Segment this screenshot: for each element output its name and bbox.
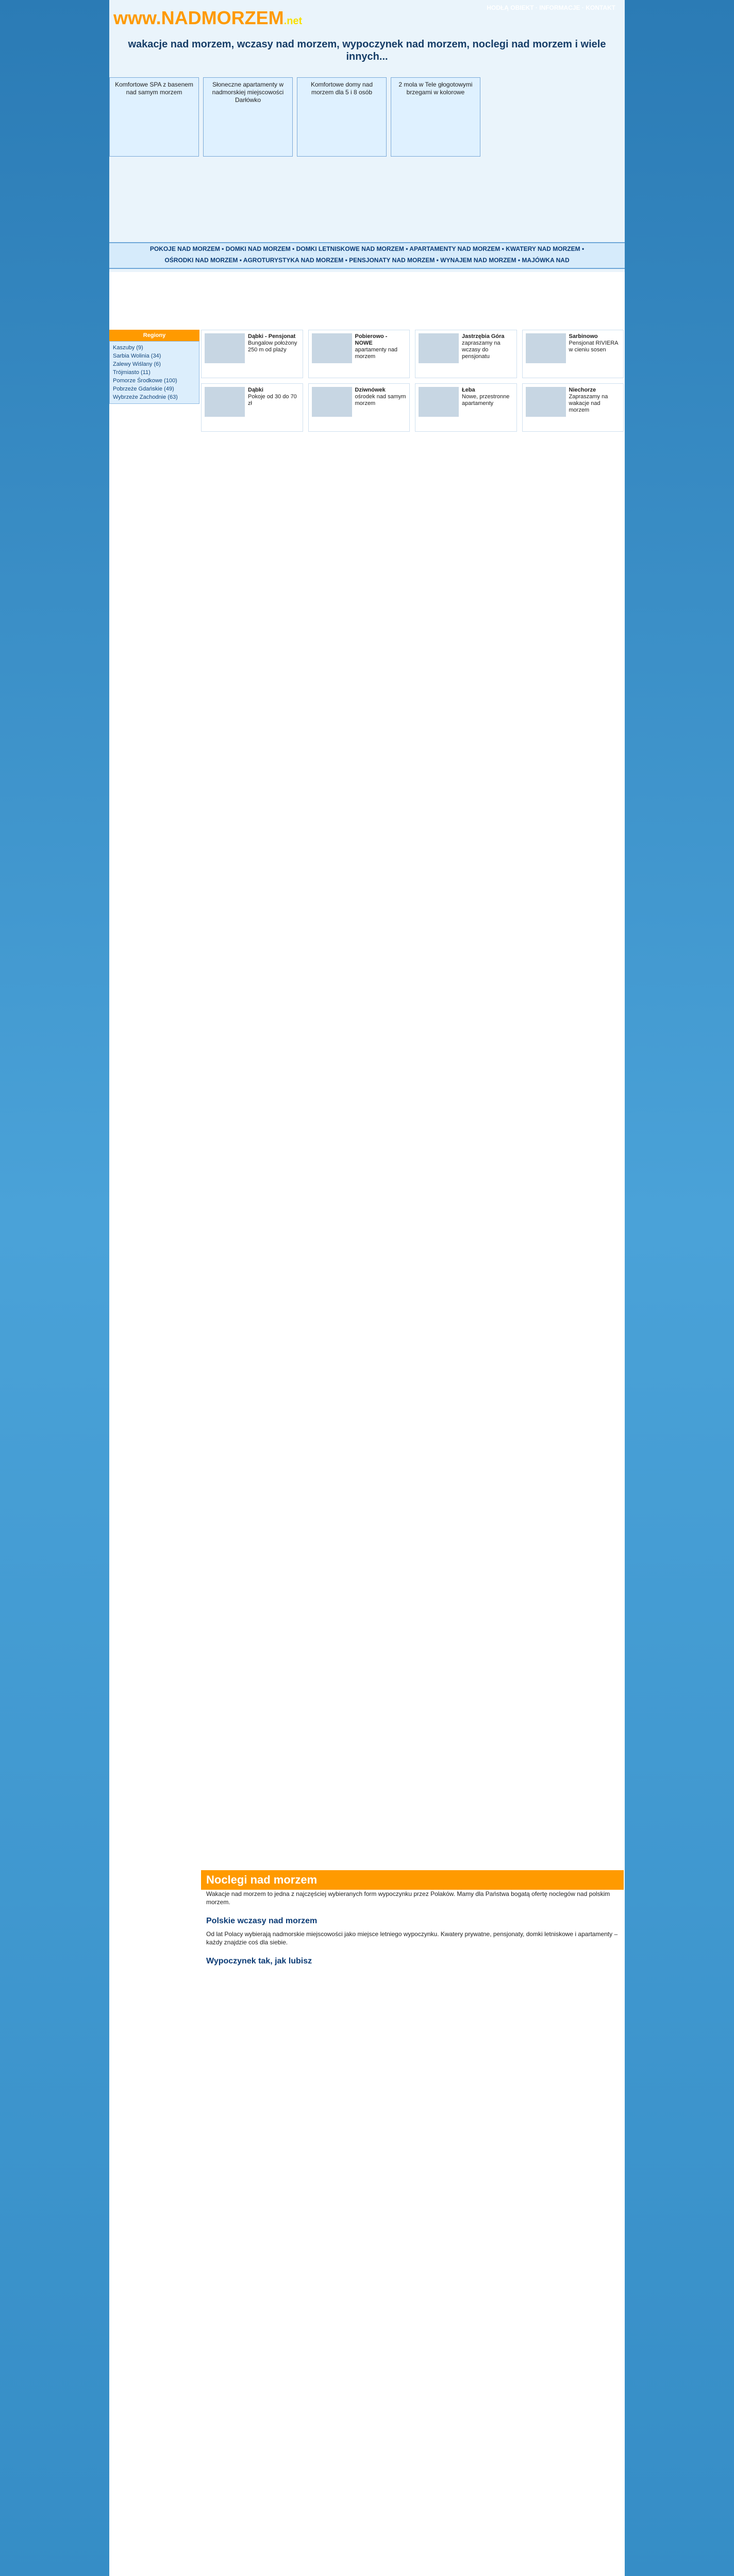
listing-photo[interactable]: [419, 387, 459, 417]
listing-text: Bungalow położony 250 m od plaży: [248, 340, 297, 353]
listing-text: Zapraszamy na wakacje nad morzem: [569, 394, 608, 413]
main-nav[interactable]: [109, 242, 625, 269]
listing-card[interactable]: [201, 330, 303, 378]
listing-title[interactable]: Dziwnówek: [355, 387, 386, 393]
listing-photo[interactable]: [526, 333, 566, 363]
article-subtitle: Polskie wczasy nad morzem: [206, 1917, 318, 1925]
promo-item[interactable]: 2 mola w Tele głogotowymi brzegami w kolorowe: [391, 77, 480, 157]
listing-text: Pokoje od 30 do 70 zł: [248, 394, 297, 406]
listing-card[interactable]: [308, 330, 410, 378]
nav-row-2[interactable]: OŚRODKI NAD MORZEM • AGROTURYSTYKA NAD MORZEM • PENSJONATY NAD MORZEM • WYNAJEM NAD MORZEM • MAJÓWKA NAD: [164, 257, 570, 264]
listing-photo[interactable]: [312, 387, 352, 417]
sidebar-item[interactable]: Sarbia Wolinia (34): [113, 353, 161, 359]
article-section: [201, 1870, 624, 2576]
listing-title[interactable]: Jastrzębia Góra: [462, 333, 505, 340]
article-intro: Wakacje nad morzem to jedna z najczęściej wybieranych form wypoczynku przez Polaków. Mamy dla Państwa bogatą ofertę noclegów nad polskim morzem.: [206, 1890, 610, 1906]
listing-title[interactable]: Łeba: [462, 387, 475, 393]
listing-photo[interactable]: [205, 387, 245, 417]
listing-text: apartamenty nad morzem: [355, 347, 398, 360]
listing-photo[interactable]: [419, 333, 459, 363]
listing-card[interactable]: [522, 330, 624, 378]
article-subtitle-2: Wypoczynek tak, jak lubisz: [206, 1957, 312, 1965]
promo-item[interactable]: Słoneczne apartamenty w nadmorskiej miejscowości Darłówko: [203, 77, 293, 157]
listing-photo[interactable]: [526, 387, 566, 417]
nav-row-1[interactable]: POKOJE NAD MORZEM • DOMKI NAD MORZEM • DOMKI LETNISKOWE NAD MORZEM • APARTAMENTY NAD MORZEM • KWATERY NAD MORZEM •: [149, 245, 585, 252]
article-body: Od lat Polacy wybierają nadmorskie miejscowości jako miejsce letniego wypoczynku. Kwatery prywatne, pensjonaty, domki letniskowe i apartamenty – każdy znajdzie coś dla siebie.: [206, 1930, 618, 1946]
listing-grid-area: [201, 330, 624, 1865]
sidebar-item[interactable]: Pomorze Środkowe (100): [113, 378, 177, 384]
site-tagline: wakacje nad morzem, wczasy nad morzem, wypoczynek nad morzem, noclegi nad morzem i wiele innych...: [128, 39, 606, 62]
promo-item[interactable]: Komfortowe domy nad morzem dla 5 i 8 osób: [297, 77, 387, 157]
sidebar-title: Regiony: [109, 330, 199, 341]
listing-text: ośrodek nad samym morzem: [355, 394, 406, 406]
listing-title[interactable]: Pobierowo - NOWE: [355, 333, 388, 346]
site-logo[interactable]: [113, 7, 303, 31]
listing-card[interactable]: [415, 330, 517, 378]
listing-card[interactable]: [308, 383, 410, 432]
listing-title[interactable]: Sarbinowo: [569, 333, 598, 340]
listing-card[interactable]: [415, 383, 517, 432]
listing-text: zapraszamy na wczasy do pensjonatu: [462, 340, 501, 360]
top-links[interactable]: HODŁĄ OBIEKT · INFORMACJE · KONTAKT: [487, 4, 615, 11]
listing-title[interactable]: Dąbki: [248, 387, 263, 393]
sidebar-item[interactable]: Pobrzeże Gdańskie (49): [113, 386, 174, 392]
listing-card[interactable]: [522, 383, 624, 432]
sidebar-item[interactable]: Wybrzeże Zachodnie (63): [113, 394, 178, 400]
listing-title[interactable]: Niechorze: [569, 387, 596, 393]
article-title: Noclegi nad morzem: [201, 1870, 624, 1890]
sidebar-item[interactable]: Zalewy Wiślany (6): [113, 361, 161, 367]
sidebar-item[interactable]: Kaszuby (9): [113, 345, 143, 351]
promo-strip: [109, 77, 625, 242]
left-sidebar: [109, 330, 199, 2576]
listing-text: Nowe, przestronne apartamenty: [462, 394, 510, 406]
listing-photo[interactable]: [205, 333, 245, 363]
logo-main: www.NADMORZEM: [113, 7, 284, 28]
listing-text: Pensjonat RIVIERA w cieniu sosen: [569, 340, 618, 353]
listing-card[interactable]: [201, 383, 303, 432]
listing-title[interactable]: Dąbki - Pensjonat: [248, 333, 296, 340]
listing-grid: [201, 330, 624, 432]
promo-item[interactable]: Komfortowe SPA z basenem nad samym morzem: [109, 77, 199, 157]
sidebar-menu: [109, 341, 199, 404]
sidebar-item[interactable]: Trójmiasto (11): [113, 369, 151, 376]
listing-photo[interactable]: [312, 333, 352, 363]
logo-suffix: .net: [283, 15, 303, 27]
